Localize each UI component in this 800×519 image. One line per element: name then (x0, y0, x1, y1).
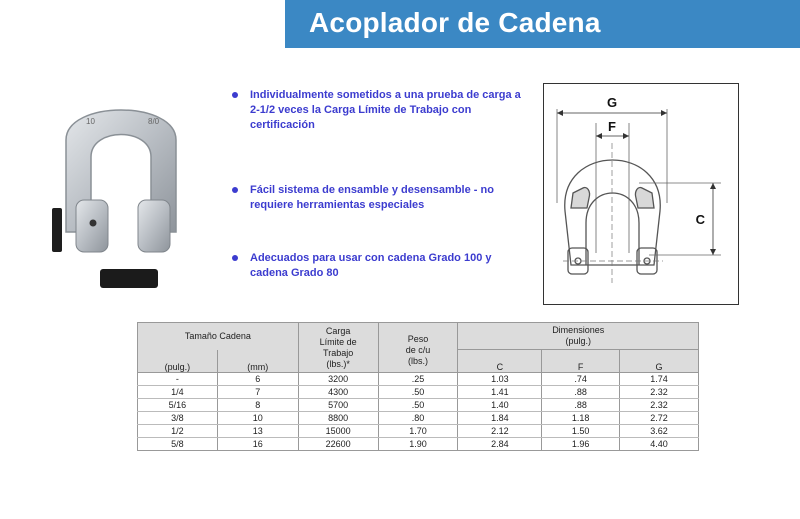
header-f: F (542, 350, 620, 373)
specifications-table (137, 322, 699, 451)
table-row (138, 386, 699, 399)
cell-g: 2.32 (620, 399, 699, 412)
cell-wll: 8800 (298, 412, 378, 425)
cell-wll: 4300 (298, 386, 378, 399)
dimension-label-c: C (695, 212, 705, 227)
cell-f: .88 (542, 399, 620, 412)
table-row (138, 373, 699, 386)
list-item: Individualmente sometidos a una prueba de carga a 2-1/2 veces la Carga Límite de Trabajo con certificación (232, 88, 532, 133)
coupler-photo (46, 82, 196, 292)
cell-weight: .25 (378, 373, 458, 386)
dimension-label-g: G (606, 95, 618, 110)
dimension-diagram (543, 83, 739, 305)
title-banner (285, 0, 800, 48)
cell-c: 1.84 (458, 412, 542, 425)
cell-g: 1.74 (620, 373, 699, 386)
list-item: Fácil sistema de ensamble y desensamble - no requiere herramientas especiales (232, 183, 532, 213)
cell-mm: 16 (217, 438, 298, 451)
header-g: G (620, 350, 699, 373)
svg-text:10: 10 (86, 117, 95, 126)
cell-wll: 5700 (298, 399, 378, 412)
cell-mm: 7 (217, 386, 298, 399)
cell-inch: 5/8 (138, 438, 218, 451)
cell-c: 1.41 (458, 386, 542, 399)
header-weight: Peso de c/u (lbs.) (378, 323, 458, 373)
bullet-icon (232, 255, 238, 261)
cell-wll: 15000 (298, 425, 378, 438)
cell-f: .88 (542, 386, 620, 399)
list-item: Adecuados para usar con cadena Grado 100 y cadena Grado 80 (232, 251, 532, 281)
svg-text:8/0: 8/0 (148, 117, 160, 126)
cell-g: 4.40 (620, 438, 699, 451)
cell-g: 2.72 (620, 412, 699, 425)
cell-c: 1.40 (458, 399, 542, 412)
cell-wll: 22600 (298, 438, 378, 451)
bullet-icon (232, 92, 238, 98)
cell-g: 3.62 (620, 425, 699, 438)
cell-mm: 13 (217, 425, 298, 438)
cell-weight: 1.70 (378, 425, 458, 438)
header-chain-size: Tamaño Cadena (138, 323, 299, 350)
cell-weight: .50 (378, 386, 458, 399)
cell-f: 1.50 (542, 425, 620, 438)
dimension-label-f: F (608, 119, 616, 134)
cell-inch: 1/2 (138, 425, 218, 438)
header-mm: (mm) (217, 350, 298, 373)
page-title: Acoplador de Cadena (309, 7, 601, 38)
table-row (138, 425, 699, 438)
header-wll: Carga Límite de Trabajo (lbs.)* (298, 323, 378, 373)
cell-g: 2.32 (620, 386, 699, 399)
bullet-icon (232, 187, 238, 193)
table-row (138, 438, 699, 451)
cell-mm: 6 (217, 373, 298, 386)
cell-weight: .80 (378, 412, 458, 425)
table-row (138, 412, 699, 425)
cell-inch: 5/16 (138, 399, 218, 412)
cell-c: 1.03 (458, 373, 542, 386)
table-row (138, 399, 699, 412)
header-inch: (pulg.) (138, 350, 218, 373)
cell-f: 1.96 (542, 438, 620, 451)
header-c: C (458, 350, 542, 373)
cell-weight: 1.90 (378, 438, 458, 451)
cell-inch: 3/8 (138, 412, 218, 425)
cell-wll: 3200 (298, 373, 378, 386)
cell-f: 1.18 (542, 412, 620, 425)
cell-mm: 8 (217, 399, 298, 412)
cell-c: 2.12 (458, 425, 542, 438)
cell-weight: .50 (378, 399, 458, 412)
cell-c: 2.84 (458, 438, 542, 451)
header-dimensions: Dimensiones (pulg.) (458, 323, 699, 350)
cell-mm: 10 (217, 412, 298, 425)
cell-f: .74 (542, 373, 620, 386)
cell-inch: 1/4 (138, 386, 218, 399)
cell-inch: - (138, 373, 218, 386)
